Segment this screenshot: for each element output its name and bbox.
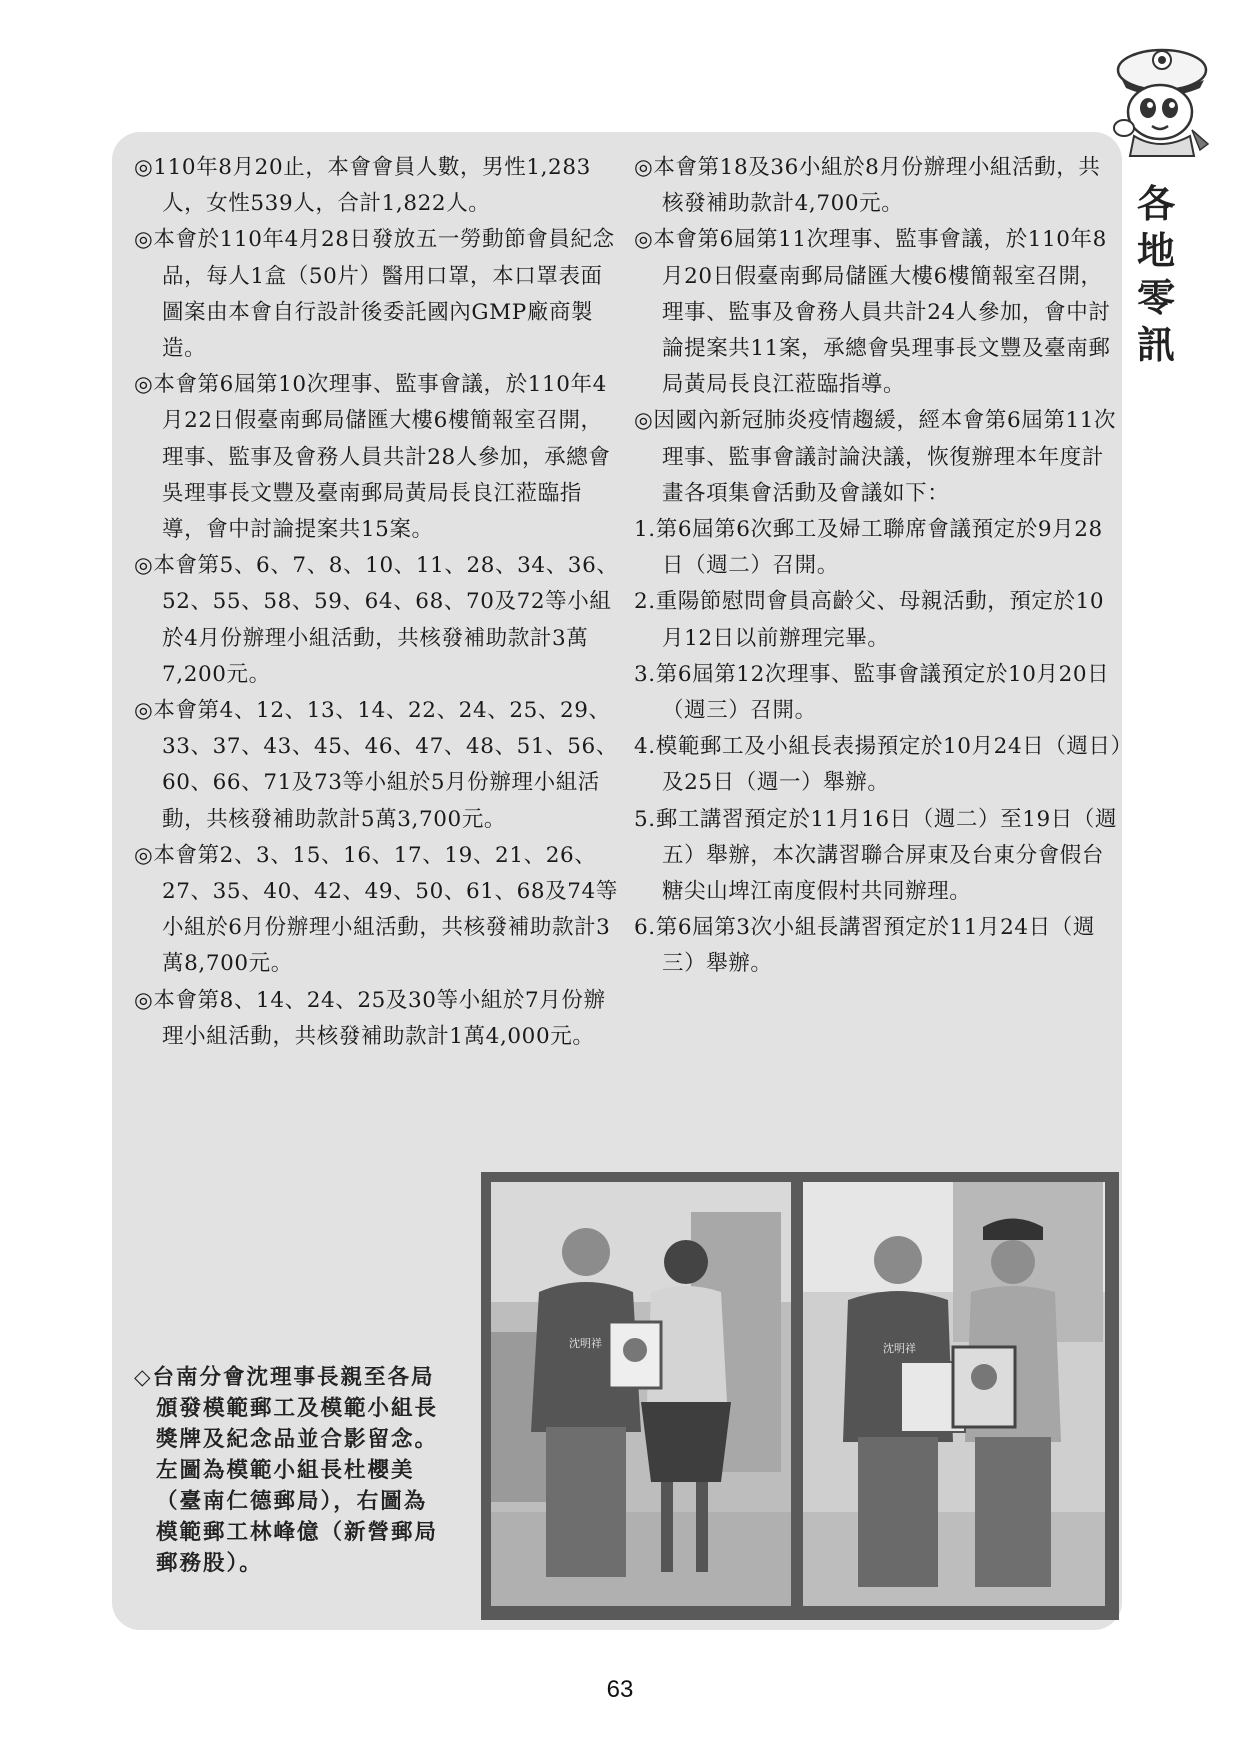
news-item: ◎本會第5、6、7、8、10、11、28、34、36、52、55、58、59、64、68、70及72等小組於4月份辦理小組活動，共核發補助款計3萬7,200元。 [134, 553, 619, 687]
photo-left [491, 1182, 791, 1606]
section-title-char: 地 [1136, 228, 1175, 273]
left-column [134, 150, 622, 1055]
photo-frame [481, 1172, 1119, 1620]
news-item: ◎本會第8、14、24、25及30等小組於7月份辦理小組活動，共核發補助款計1萬4,000元。 [134, 987, 606, 1049]
vest-name-text: 沈明祥 [569, 1337, 602, 1350]
section-title [1128, 180, 1184, 368]
section-title-char: 訊 [1136, 322, 1175, 367]
schedule-item: 6.第6屆第3次小組長講習預定於11月24日（週三）舉辦。 [634, 915, 1095, 977]
photo-right [803, 1182, 1105, 1606]
caption-line: 左圖為模範小組長杜櫻美 [156, 1458, 415, 1483]
schedule-item: 4.模範郵工及小組長表揚預定於10月24日（週日）及25日（週一）舉辦。 [634, 734, 1122, 796]
caption-line: 獎牌及紀念品並合影留念。 [156, 1427, 439, 1452]
right-column [634, 150, 1122, 983]
schedule-item: 2.重陽節慰問會員高齡父、母親活動，預定於10月12日以前辦理完畢。 [634, 589, 1105, 651]
news-item: ◎本會第2、3、15、16、17、19、21、26、27、35、40、42、49、50、61、68及74等小組於6月份辦理小組活動，共核發補助款計3萬8,700元。 [134, 842, 618, 977]
postal-mascot-icon [1104, 40, 1214, 158]
news-item: ◎本會第6屆第11次理事、監事會議，於110年8月20日假臺南郵局儲匯大樓6樓簡報室召開，理事、監事及會務人員共計24人參加，會中討論提案共11案，承總會吳理事長文豐及臺南郵局黃局長良江蒞臨指導。 [634, 227, 1111, 398]
caption-line: 模範郵工林峰億（新營郵局 [156, 1520, 439, 1545]
news-item: ◎110年8月20止，本會會員人數，男性1,283人，女性539人，合計1,822人。 [134, 155, 591, 217]
news-item: ◎本會第18及36小組於8月份辦理小組活動，共核發補助款計4,700元。 [634, 155, 1101, 217]
vest-name-text: 沈明祥 [883, 1342, 916, 1355]
schedule-item: 1.第6屆第6次郵工及婦工聯席會議預定於9月28日（週二）召開。 [634, 517, 1103, 579]
page-number: 63 [606, 1676, 634, 1703]
news-item: ◎因國內新冠肺炎疫情趨緩，經本會第6屆第11次理事、監事會議討論決議，恢復辦理本年度計畫各項集會活動及會議如下： [634, 408, 1117, 506]
caption-line: 頒發模範郵工及模範小組長 [156, 1396, 439, 1421]
section-title-char: 各 [1136, 181, 1175, 226]
schedule-item: 5.郵工講習預定於11月16日（週二）至19日（週五）舉辦，本次講習聯合屏東及台東分會假台糖尖山埤江南度假村共同辦理。 [634, 806, 1118, 905]
news-item: ◎本會於110年4月28日發放五一勞動節會員紀念品，每人1盒（50片）醫用口罩，本口罩表面圖案由本會自行設計後委託國內GMP廠商製造。 [134, 227, 615, 362]
news-item: ◎本會第6屆第10次理事、監事會議，於110年4月22日假臺南郵局儲匯大樓6樓簡報室召開，理事、監事及會務人員共計28人參加，承總會吳理事長文豐及臺南郵局黃局長良江蒞臨指導，會中討論提案共15案。 [134, 372, 611, 543]
caption-line: 郵務股）。 [156, 1551, 263, 1576]
news-item: ◎本會第4、12、13、14、22、24、25、29、33、37、43、45、46、47、48、51、56、60、66、71及73等小組於5月份辦理小組活動，共核發補助款計5萬3,700元。 [134, 698, 618, 832]
caption-line: （臺南仁德郵局），右圖為 [156, 1489, 428, 1514]
section-title-char: 零 [1136, 275, 1175, 320]
caption-line: ◇台南分會沈理事長親至各局 [134, 1365, 435, 1390]
photo-caption [134, 1362, 464, 1579]
schedule-item: 3.第6屆第12次理事、監事會議預定於10月20日（週三）召開。 [634, 661, 1110, 724]
